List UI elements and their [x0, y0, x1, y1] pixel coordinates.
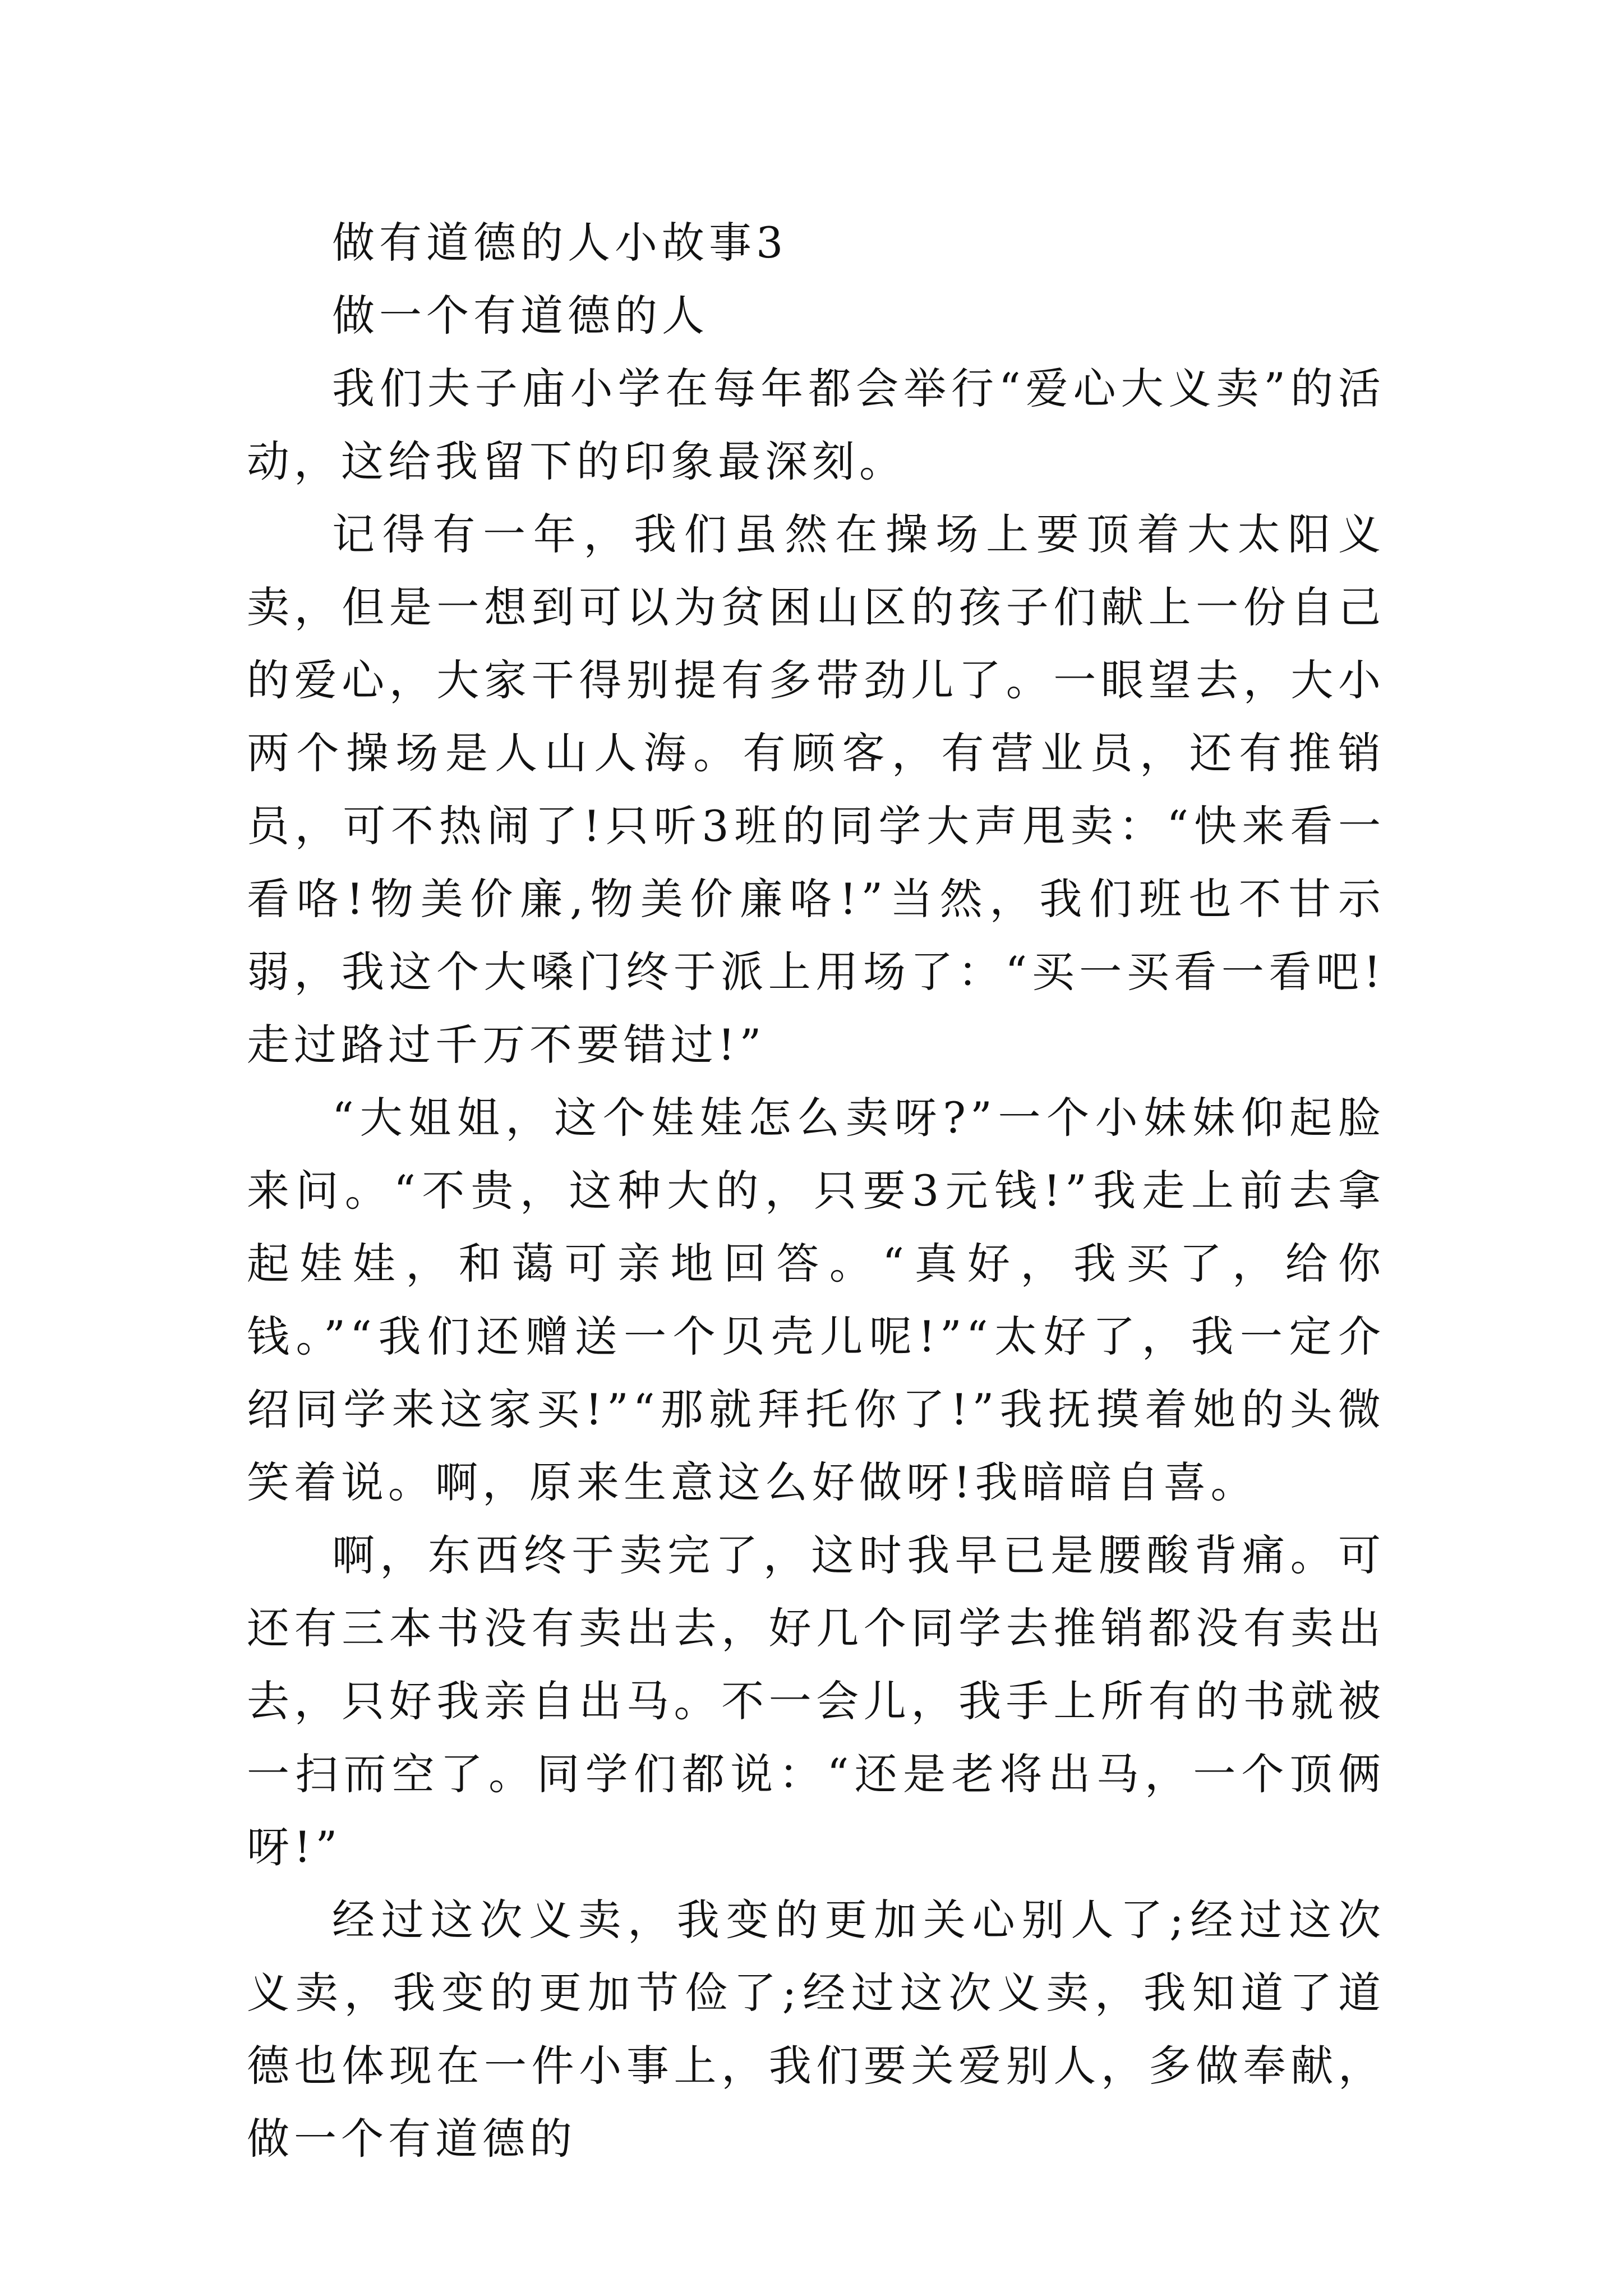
paragraph-sale-scene: 记得有一年，我们虽然在操场上要顶着大太阳义卖，但是一想到可以为贫困山区的孩子们献上一份自己的爱心，大家干得别提有多带劲儿了。一眼望去，大小两个操场是人山人海。有顾客，有营业员，还有推销员，可不热闹了!只听3班的同学大声甩卖：“快来看一看咯!物美价廉,物美价廉咯!”当然，我们班也不甘示弱，我这个大嗓门终于派上用场了：“买一买看一看吧!走过路过千万不要错过!” — [247, 509, 1385, 1070]
document-body — [247, 206, 1385, 2175]
story-title: 做一个有道德的人 — [332, 291, 709, 341]
paragraph-intro: 我们夫子庙小学在每年都会举行“爱心大义卖”的活动，这给我留下的印象最深刻。 — [247, 364, 1385, 486]
paragraph-reflection: 经过这次义卖，我变的更加关心别人了;经过这次义卖，我变的更加节俭了;经过这次义卖，我知道了道德也体现在一件小事上，我们要关爱别人，多做奉献，做一个有道德的 — [247, 1895, 1385, 2164]
paragraph-sold-out: 啊，东西终于卖完了，这时我早已是腰酸背痛。可还有三本书没有卖出去，好几个同学去推销都没有卖出去，只好我亲自出马。不一会儿，我手上所有的书就被一扫而空了。同学们都说：“还是老将出马，一个顶俩呀!” — [247, 1530, 1385, 1872]
document-heading: 做有道德的人小故事3 — [332, 218, 788, 268]
paragraph-dialogue: “大姐姐，这个娃娃怎么卖呀?”一个小妹妹仰起脸来问。“不贵，这种大的，只要3元钱!”我走上前去拿起娃娃，和蔼可亲地回答。“真好，我买了，给你钱。”“我们还赠送一个贝壳儿呢!”“太好了，我一定介绍同学来这家买!”“那就拜托你了!”我抚摸着她的头微笑着说。啊，原来生意这么好做呀!我暗暗自喜。 — [247, 1093, 1385, 1507]
